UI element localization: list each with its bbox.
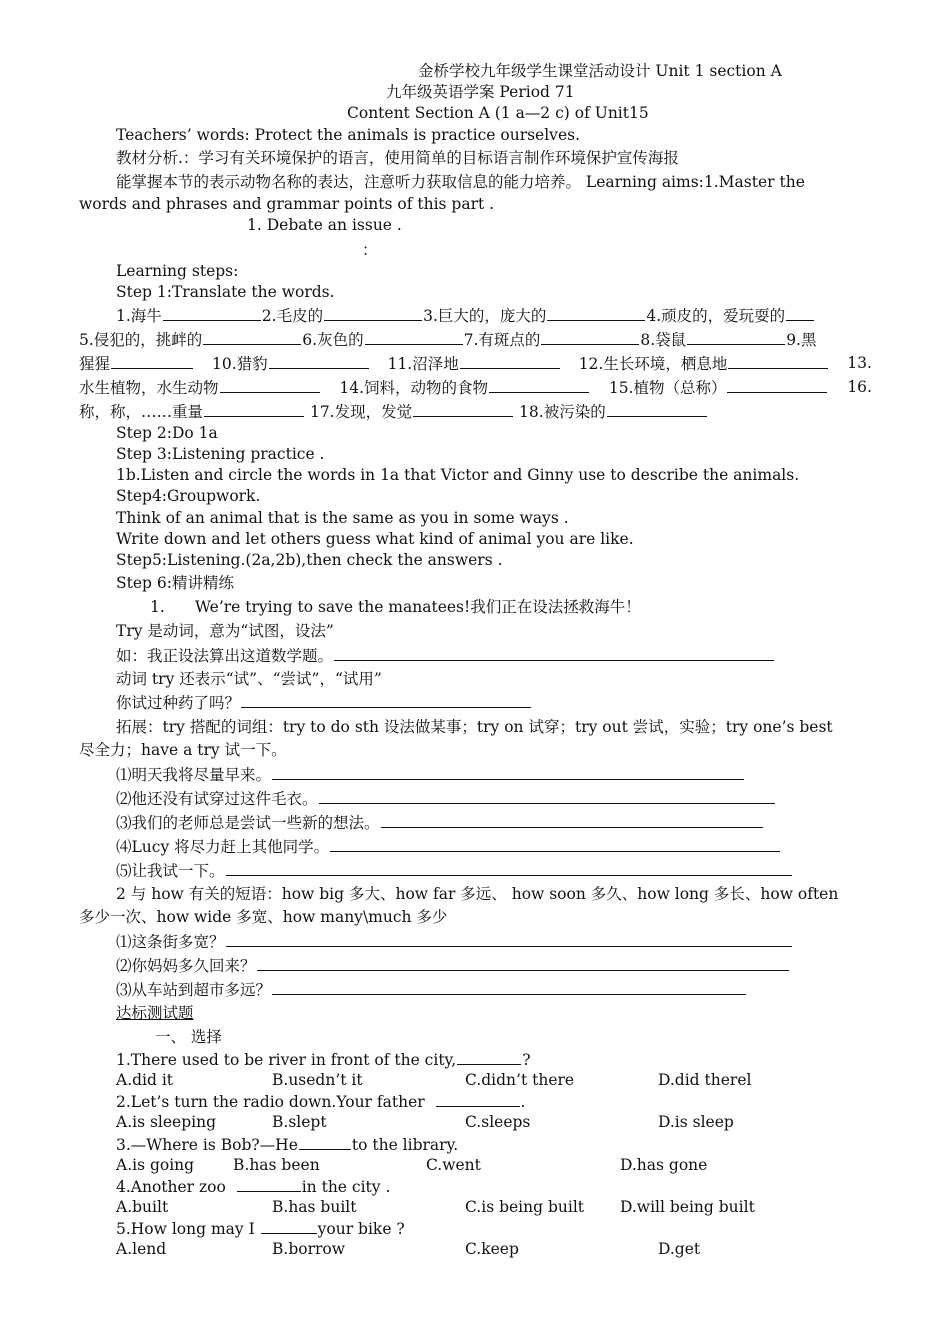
word-prompt: 3.巨大的，庞大的 (423, 307, 547, 325)
page-subtitle: 九年级英语学案 Period 71 (386, 83, 575, 101)
answer-blank[interactable] (111, 353, 193, 369)
option-b[interactable]: B.borrow (272, 1240, 345, 1258)
exercise-2 (116, 788, 776, 810)
step1-heading: Step 1:Translate the words. (116, 283, 335, 301)
question-3 (116, 1134, 458, 1156)
point1-number: 1. (150, 598, 165, 616)
example2-line (116, 692, 532, 714)
option-d[interactable]: D.will being built (620, 1198, 755, 1216)
word-prompt: 5.侵犯的，挑衅的 (79, 331, 203, 349)
word-prompt: 猩猩 (79, 355, 111, 373)
exercise-1 (116, 764, 745, 786)
try-definition-2: 动词 try 还表示“试”、“尝试”，“试用” (116, 670, 382, 688)
exercise-5 (116, 860, 793, 882)
option-c[interactable]: C.keep (465, 1240, 519, 1258)
option-c[interactable]: C.went (426, 1156, 481, 1174)
answer-blank[interactable] (220, 377, 320, 393)
word-prompt: 14.饲料，动物的食物 (339, 379, 488, 397)
exercise-text: ⑵他还没有试穿过这件毛衣。 (116, 790, 318, 808)
option-c[interactable]: C.is being built (465, 1198, 585, 1216)
answer-blank[interactable] (541, 329, 639, 345)
how-phrases-line2: 多少一次、how wide 多宽、how many\much 多少 (79, 908, 448, 926)
exercise-text: ⑶我们的老师总是尝试一些新的想法。 (116, 814, 380, 832)
exercise-4 (116, 836, 781, 858)
colon-mark: ： (362, 241, 378, 259)
answer-blank[interactable] (687, 329, 785, 345)
answer-blank[interactable] (728, 353, 828, 369)
answer-blank[interactable] (460, 353, 560, 369)
step3-heading: Step 3:Listening practice . (116, 445, 325, 463)
answer-blank[interactable] (204, 401, 304, 417)
word-prompt: 11.沼泽地 (387, 355, 459, 373)
option-c[interactable]: C.didn’t there (465, 1071, 575, 1089)
how-exercise-1 (116, 931, 793, 953)
answer-blank[interactable] (163, 305, 261, 321)
answer-blank[interactable] (272, 979, 746, 995)
answer-blank[interactable] (269, 353, 369, 369)
question-stem-end: ? (522, 1051, 531, 1069)
how-phrases-line1: 2 与 how 有关的短语：how big 多大、how far 多远、 how soon 多久、how long 多长、how often (116, 885, 839, 903)
question-stem-end: your bike ? (317, 1220, 405, 1238)
answer-blank[interactable] (241, 692, 531, 708)
exercise-text: ⑴这条街多宽？ (116, 933, 225, 951)
answer-blank[interactable] (257, 955, 789, 971)
example2-text: 你试过种药了吗？ (116, 694, 241, 712)
word-prompt: 12.生长环境，栖息地 (578, 355, 728, 373)
words-line-2 (79, 329, 816, 351)
words-line-1 (116, 305, 815, 327)
word-prompt: 9.黑 (786, 331, 817, 349)
option-b[interactable]: B.usedn’t it (272, 1071, 363, 1089)
question-stem-end: . (520, 1093, 526, 1111)
option-a[interactable]: A.is going (116, 1156, 195, 1174)
word-prompt: 15.植物（总称） (608, 379, 727, 397)
write-instruction: Write down and let others guess what kind of animal you are like. (116, 530, 634, 548)
word-prompt: 6.灰色的 (302, 331, 364, 349)
answer-blank[interactable] (436, 1091, 520, 1107)
option-b[interactable]: B.slept (272, 1113, 327, 1131)
option-a[interactable]: A.is sleeping (116, 1113, 217, 1131)
answer-blank[interactable] (607, 401, 707, 417)
option-a[interactable]: A.lend (116, 1240, 167, 1258)
think-instruction: Think of an animal that is the same as you in some ways . (116, 509, 569, 527)
exercise-text: ⑵你妈妈多久回来？ (116, 957, 256, 975)
word-prompt: 4.顽皮的，爱玩耍的 (646, 307, 786, 325)
word-prompt: 13. (847, 354, 872, 372)
how-exercise-3 (116, 979, 747, 1001)
option-d[interactable]: D.get (658, 1240, 701, 1258)
question-2 (116, 1091, 525, 1113)
question-stem: 2.Let’s turn the radio down.Your father (116, 1093, 425, 1111)
step4-heading: Step4:Groupwork. (116, 487, 261, 505)
learning-aims-line2: words and phrases and grammar points of this part . (79, 195, 495, 213)
answer-blank[interactable] (786, 305, 814, 321)
answer-blank[interactable] (272, 764, 744, 780)
option-a[interactable]: A.built (116, 1198, 169, 1216)
answer-blank[interactable] (203, 329, 301, 345)
answer-blank[interactable] (226, 860, 792, 876)
word-prompt: 16. (847, 378, 872, 396)
answer-blank[interactable] (330, 836, 780, 852)
question-stem: 3.—Where is Bob?—He (116, 1136, 298, 1154)
exercise-3 (116, 812, 764, 834)
answer-blank[interactable] (727, 377, 827, 393)
answer-blank[interactable] (457, 1049, 521, 1065)
option-d[interactable]: D.has gone (620, 1156, 708, 1174)
step2-heading: Step 2:Do 1a (116, 424, 218, 442)
answer-blank[interactable] (226, 931, 792, 947)
option-c[interactable]: C.sleeps (465, 1113, 531, 1131)
exercise-text: ⑷Lucy 将尽力赶上其他同学。 (116, 838, 330, 856)
word-prompt: 水生植物，水生动物 (79, 379, 219, 397)
answer-blank[interactable] (365, 329, 463, 345)
point1-sentence: We’re trying to save the manatees!我们正在设法拯救海牛！ (195, 598, 641, 616)
answer-blank[interactable] (381, 812, 763, 828)
answer-blank[interactable] (547, 305, 645, 321)
how-exercise-2 (116, 955, 790, 977)
expand-line1: 拓展：try 搭配的词组：try to do sth 设法做某事；try on 试穿；try out 尝试，实验；try one’s best (116, 718, 833, 736)
learning-aims-line1: 能掌握本节的表示动物名称的表达，注意听力获取信息的能力培养。 Learning aims:1.Master the (116, 173, 805, 191)
learning-steps-heading: Learning steps: (116, 262, 239, 280)
option-d[interactable]: D.is sleep (658, 1113, 734, 1131)
word-prompt: 8.袋鼠 (640, 331, 687, 349)
option-d[interactable]: D.did therel (658, 1071, 752, 1089)
words-line-4 (79, 377, 872, 399)
example1-line (116, 645, 775, 667)
answer-blank[interactable] (319, 788, 775, 804)
teachers-words: Teachers’ words: Protect the animals is practice ourselves. (116, 126, 580, 144)
expand-line2: 尽全力；have a try 试一下。 (79, 741, 287, 759)
try-definition: Try 是动词，意为“试图，设法” (116, 622, 334, 640)
step-1b: 1b.Listen and circle the words in 1a that Victor and Ginny use to describe the animals. (116, 466, 800, 484)
word-prompt: 10.猎豹 (211, 355, 268, 373)
step6-heading: Step 6:精讲精练 (116, 574, 234, 592)
question-stem: 1.There used to be river in front of the city, (116, 1051, 457, 1069)
exercise-text: ⑶从车站到超市多远？ (116, 981, 272, 999)
example1-text: 如：我正设法算出这道数学题。 (116, 647, 334, 665)
question-stem: 4.Another zoo (116, 1178, 226, 1196)
step5-heading: Step5:Listening.(2a,2b),then check the answers . (116, 551, 503, 569)
question-1 (116, 1049, 531, 1071)
exercise-text: ⑴明天我将尽量早来。 (116, 766, 272, 784)
answer-blank[interactable] (334, 645, 774, 661)
option-a[interactable]: A.did it (116, 1071, 174, 1089)
exercise-text: ⑸让我试一下。 (116, 862, 225, 880)
answer-blank[interactable] (324, 305, 422, 321)
test-section: 一、 选择 (155, 1028, 222, 1046)
debate-item: 1. Debate an issue . (247, 216, 402, 234)
word-prompt: 18.被污染的 (519, 403, 606, 421)
question-5 (116, 1218, 405, 1240)
question-stem: 5.How long may I (116, 1220, 255, 1238)
page-title: 金桥学校九年级学生课堂活动设计 Unit 1 section A (418, 62, 782, 80)
words-line-3 (79, 353, 872, 375)
option-b[interactable]: B.has built (272, 1198, 357, 1216)
word-prompt: 17.发现，发觉 (309, 403, 413, 421)
question-stem-end: to the library. (351, 1136, 459, 1154)
word-prompt: 7.有斑点的 (463, 331, 541, 349)
question-stem-end: in the city . (301, 1178, 391, 1196)
answer-blank[interactable] (237, 1176, 301, 1192)
test-title: 达标测试题 (116, 1004, 194, 1022)
option-b[interactable]: B.has been (233, 1156, 320, 1174)
word-prompt: 称，称，……重量 (79, 403, 204, 421)
answer-blank[interactable] (261, 1218, 317, 1234)
content-line: Content Section A (1 a—2 c) of Unit15 (347, 104, 649, 122)
word-prompt: 1.海牛 (116, 307, 162, 325)
word-prompt: 2.毛皮的 (261, 307, 324, 325)
material-analysis: 教材分析.：学习有关环境保护的语言，使用简单的目标语言制作环境保护宣传海报 (116, 149, 679, 167)
answer-blank[interactable] (489, 377, 589, 393)
answer-blank[interactable] (413, 401, 513, 417)
answer-blank[interactable] (299, 1134, 351, 1150)
words-line-5 (79, 401, 708, 423)
question-4 (116, 1176, 390, 1198)
